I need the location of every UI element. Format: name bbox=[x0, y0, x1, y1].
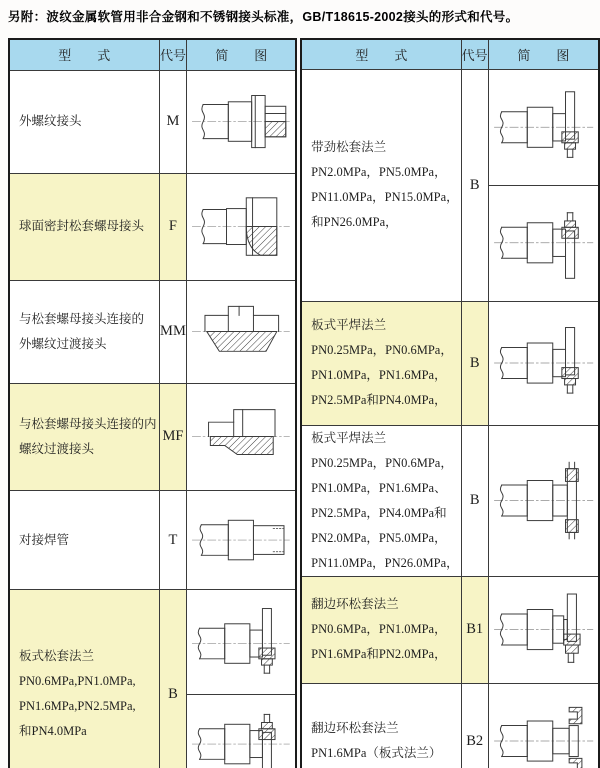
diagram-box bbox=[187, 386, 295, 488]
table-row bbox=[301, 301, 599, 425]
fitting-type-line: 翻边环松套法兰 bbox=[311, 597, 399, 611]
fitting-type-line: PN1.0MPa，PN1.6MPa、 bbox=[311, 480, 447, 495]
diagram-box bbox=[187, 283, 295, 381]
table-header-row bbox=[9, 39, 296, 70]
column-header-diag: 简 图 bbox=[187, 39, 296, 70]
fitting-type-cell bbox=[9, 173, 159, 280]
table-row bbox=[301, 576, 599, 683]
fitting-type-line: PN11.0MPa，PN26.0MPa， bbox=[311, 555, 459, 570]
fitting-type-line: PN0.25MPa，PN0.6MPa， bbox=[311, 343, 453, 357]
diagram-male-thread bbox=[187, 73, 295, 171]
fitting-type-cell bbox=[9, 590, 159, 768]
table-row bbox=[301, 69, 599, 301]
diagram-box bbox=[187, 493, 295, 588]
fitting-code-cell: B2 bbox=[461, 683, 488, 768]
fitting-type-line: 翻边环松套法兰 bbox=[311, 721, 399, 735]
fitting-type-line: 外螺纹过渡接头 bbox=[19, 336, 107, 351]
table-row bbox=[9, 280, 296, 383]
fitting-code-cell: F bbox=[159, 173, 187, 280]
fitting-diagram-cell bbox=[187, 590, 296, 768]
diagram-flange-down bbox=[489, 185, 598, 301]
diagram-box bbox=[187, 594, 295, 768]
fitting-type-line: 和PN26.0MPa， bbox=[311, 215, 398, 229]
fitting-table-right bbox=[300, 38, 600, 768]
fitting-type-cell bbox=[9, 280, 159, 383]
fitting-type-line: 球面密封松套螺母接头 bbox=[19, 219, 145, 234]
fitting-type-line: PN1.0MPa，PN1.6MPa， bbox=[311, 368, 447, 382]
fitting-diagram-cell bbox=[187, 280, 296, 383]
column-header-code: 代号 bbox=[461, 39, 488, 69]
diagram-butt-weld bbox=[187, 493, 295, 588]
fitting-type-line: PN0.6MPa，PN1.0MPa， bbox=[311, 622, 447, 636]
fitting-diagram-cell bbox=[187, 490, 296, 590]
column-header-type: 型 式 bbox=[9, 39, 159, 70]
fitting-type-line: 带劲松套法兰 bbox=[311, 140, 387, 154]
table-row bbox=[9, 70, 296, 173]
table-row bbox=[301, 425, 599, 576]
fitting-code-cell: B bbox=[461, 69, 488, 301]
fitting-type-line: 外螺纹接头 bbox=[19, 114, 82, 129]
fitting-type-line: PN0.6MPa,PN1.0MPa, bbox=[19, 674, 136, 689]
fitting-diagram-cell bbox=[488, 425, 599, 576]
diagram-flange-flare bbox=[489, 577, 598, 683]
fitting-type-line: PN1.6MPa,PN2.5MPa, bbox=[19, 699, 136, 714]
fitting-code-cell: B bbox=[159, 590, 187, 768]
table-row bbox=[9, 173, 296, 280]
fitting-type-line: 与松套螺母接头连接的 bbox=[19, 311, 145, 326]
table-header-row bbox=[301, 39, 599, 69]
fitting-diagram-cell bbox=[488, 683, 599, 768]
column-header-type: 型 式 bbox=[301, 39, 461, 69]
fitting-type-cell bbox=[301, 301, 461, 425]
fitting-type-line: PN0.25MPa，PN0.6MPa， bbox=[311, 455, 453, 470]
fitting-diagram-cell bbox=[488, 69, 599, 301]
column-header-diag: 简 图 bbox=[488, 39, 599, 69]
fitting-type-line: PN1.6MPa和PN2.0MPa， bbox=[311, 647, 447, 661]
diagram-flange-collar bbox=[489, 684, 598, 768]
fitting-code-cell: M bbox=[159, 70, 187, 173]
fitting-code-cell: B bbox=[461, 301, 488, 425]
diagram-box bbox=[187, 176, 295, 278]
diagram-box bbox=[489, 684, 598, 768]
diagram-box bbox=[187, 73, 295, 171]
page-title: 另附：波纹金属软管用非合金钢和不锈钢接头标准，GB/T18615-2002接头的形式和代号。 bbox=[8, 10, 519, 24]
tables-container bbox=[8, 38, 600, 768]
fitting-type-cell bbox=[9, 70, 159, 173]
table-row bbox=[9, 490, 296, 590]
diagram-flange-up bbox=[187, 594, 295, 694]
diagram-box bbox=[489, 441, 598, 561]
fitting-type-cell bbox=[9, 490, 159, 590]
fitting-diagram-cell bbox=[187, 383, 296, 490]
fitting-type-cell bbox=[9, 383, 159, 490]
fitting-code-cell: B bbox=[461, 425, 488, 576]
table-row bbox=[301, 683, 599, 768]
diagram-flange-sym bbox=[489, 441, 598, 561]
fitting-type-line: PN2.0MPa，PN5.0MPa， bbox=[311, 530, 447, 545]
fitting-code-cell: T bbox=[159, 490, 187, 590]
diagram-nipple-mm bbox=[187, 283, 295, 381]
fitting-type-line: 板式平焊法兰 bbox=[311, 318, 387, 332]
fitting-type-line: 板式平焊法兰 bbox=[311, 430, 387, 445]
fitting-type-line: PN2.5MPa和PN4.0MPa， bbox=[311, 393, 447, 407]
fitting-type-line: PN1.6MPa（板式法兰） bbox=[311, 746, 442, 760]
diagram-box bbox=[489, 70, 598, 301]
diagram-union-nut bbox=[187, 176, 295, 278]
fitting-diagram-cell bbox=[187, 173, 296, 280]
diagram-nipple-mf bbox=[187, 386, 295, 488]
fitting-type-line: 螺纹过渡接头 bbox=[19, 441, 95, 456]
fitting-table-left bbox=[8, 38, 297, 768]
fitting-type-line: 和PN4.0MPa bbox=[19, 724, 87, 739]
fitting-type-line: PN2.5MPa，PN4.0MPa和 bbox=[311, 505, 447, 520]
fitting-type-line: 板式松套法兰 bbox=[19, 649, 95, 664]
diagram-box bbox=[489, 577, 598, 683]
fitting-diagram-cell bbox=[488, 301, 599, 425]
diagram-flange-down bbox=[187, 694, 295, 768]
fitting-type-line: PN2.0MPa，PN5.0MPa， bbox=[311, 165, 447, 179]
diagram-box bbox=[489, 302, 598, 425]
fitting-type-line: 与松套螺母接头连接的内 bbox=[19, 416, 157, 431]
diagram-flange-weld-up bbox=[489, 302, 598, 425]
fitting-diagram-cell bbox=[488, 576, 599, 683]
table-row bbox=[9, 590, 296, 768]
fitting-type-line: PN11.0MPa，PN15.0MPa， bbox=[311, 190, 459, 204]
diagram-flange-up bbox=[489, 70, 598, 186]
fitting-type-cell bbox=[301, 425, 461, 576]
fitting-diagram-cell bbox=[187, 70, 296, 173]
fitting-code-cell: B1 bbox=[461, 576, 488, 683]
fitting-type-cell bbox=[301, 683, 461, 768]
fitting-type-line: 对接焊管 bbox=[19, 532, 70, 547]
fitting-type-cell bbox=[301, 69, 461, 301]
fitting-code-cell: MF bbox=[159, 383, 187, 490]
fitting-type-cell bbox=[301, 576, 461, 683]
table-row bbox=[9, 383, 296, 490]
fitting-code-cell: MM bbox=[159, 280, 187, 383]
column-header-code: 代号 bbox=[159, 39, 187, 70]
